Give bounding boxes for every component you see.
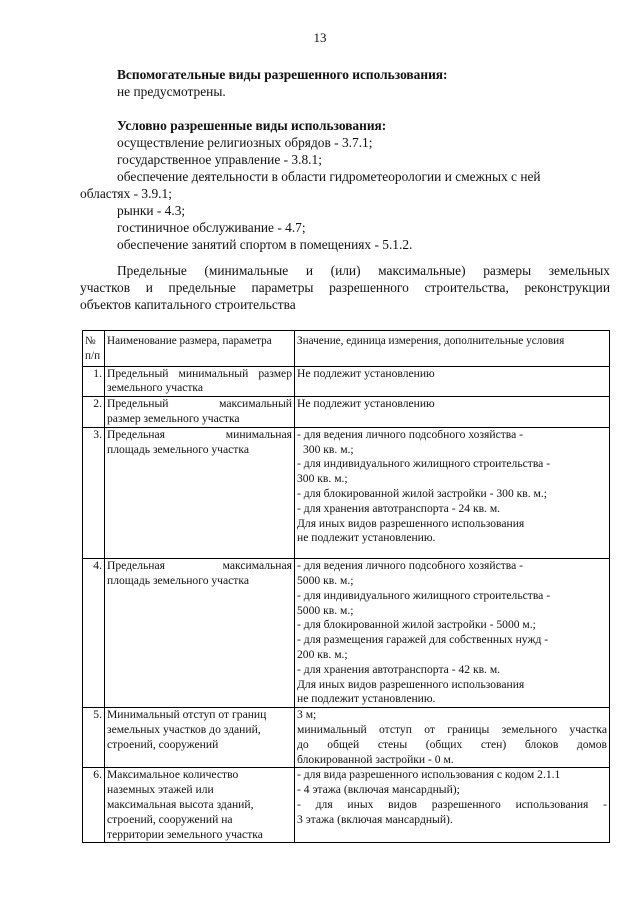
row-value-line: - для размещения гаражей для собственных нужд -	[297, 633, 549, 647]
row-value-line: - для хранения автотранспорта - 42 кв. м.	[297, 662, 501, 676]
conditional-item: гостиничное обслуживание - 4.7;	[117, 220, 306, 235]
row-value-line: 300 кв. м.;	[303, 442, 354, 456]
row-value-line: - для индивидуального жилищного строительства -	[297, 457, 551, 471]
row-number: 6.	[83, 768, 105, 843]
row-value-line: до общей стены (общих стен) блоков домов	[297, 737, 607, 751]
conditional-item: обеспечение деятельности в области гидрометеорологии и смежных с ней	[117, 169, 541, 184]
row-value	[295, 708, 610, 768]
row-name-line: максимальная высота зданий,	[107, 797, 254, 811]
row-value-line: 3 этажа (включая мансардный).	[297, 812, 453, 826]
row-value-line: - для ведения личного подсобного хозяйства -	[297, 559, 524, 573]
row-value-line: - для иных видов разрешенного использования -	[297, 797, 607, 811]
row-value-line: Не подлежит установлению	[297, 366, 435, 380]
header-number	[83, 331, 105, 367]
limits-line: объектов капитального строительства	[80, 297, 296, 312]
table-row	[83, 366, 610, 397]
auxiliary-heading: Вспомогательные виды разрешенного использования:	[117, 67, 448, 82]
row-name-line: земельных участков до зданий,	[107, 722, 261, 736]
table-row	[83, 427, 610, 558]
row-name	[105, 397, 295, 428]
row-name-line: Минимальный отступ от границ	[107, 708, 267, 722]
row-value-line: 300 кв. м.;	[297, 472, 348, 486]
row-number: 1.	[83, 366, 105, 397]
row-name-line: Предельный максимальный	[107, 397, 292, 411]
row-value	[295, 768, 610, 843]
row-value-line: - для блокированной жилой застройки - 5000 м.;	[297, 618, 536, 632]
row-name-line: строений, сооружений на	[107, 812, 233, 826]
row-value	[295, 427, 610, 558]
auxiliary-text: не предусмотрены.	[117, 84, 226, 99]
row-value	[295, 559, 610, 708]
row-value-line: - для блокированной жилой застройки - 300 кв. м.;	[297, 486, 547, 500]
page-number: 13	[313, 30, 327, 45]
row-name-line: Предельный минимальный размер	[107, 366, 292, 380]
row-name-line: Предельная максимальная	[107, 559, 292, 573]
conditional-item: осуществление религиозных обрядов - 3.7.1;	[117, 135, 373, 150]
table-row	[83, 708, 610, 768]
row-value	[295, 397, 610, 428]
limits-line: Предельные (минимальные и (или) максимальные) размеры земельных	[117, 263, 610, 278]
row-value-line: - для индивидуального жилищного строительства -	[297, 588, 551, 602]
row-number: 3.	[83, 427, 105, 558]
row-name-line: строений, сооружений	[107, 737, 219, 751]
row-name-line: Предельная минимальная	[107, 427, 292, 441]
conditional-item: рынки - 4.3;	[117, 203, 186, 218]
parameters-table	[82, 330, 610, 843]
row-value-line: Не подлежит установлению	[297, 397, 435, 411]
table-header-row	[83, 331, 610, 367]
row-name	[105, 559, 295, 708]
limits-line: участков и предельные параметры разрешенного строительства, реконструкции	[80, 280, 610, 295]
row-value	[295, 366, 610, 397]
row-name	[105, 366, 295, 397]
row-value-line: блокированной застройки - 0 м.	[297, 752, 454, 766]
row-name-line: территории земельного участка	[107, 827, 263, 841]
row-number: 4.	[83, 559, 105, 708]
row-name-line: площадь земельного участка	[107, 442, 249, 456]
row-name-line: Максимальное количество	[107, 768, 239, 782]
row-value-line: не подлежит установлению.	[297, 692, 436, 706]
header-name	[105, 331, 295, 367]
header-number-line: №	[85, 335, 96, 347]
row-value-line: - для хранения автотранспорта - 24 кв. м.	[297, 501, 501, 515]
table-row	[83, 768, 610, 843]
row-name-line: площадь земельного участка	[107, 573, 249, 587]
row-name-line: наземных этажей или	[107, 783, 214, 797]
row-value-line: - для вида разрешенного использования с кодом 2.1.1	[297, 768, 561, 782]
row-name-line: размер земельного участка	[107, 411, 240, 425]
row-value-line: 5000 кв. м.;	[297, 573, 354, 587]
conditional-heading: Условно разрешенные виды использования:	[117, 118, 387, 133]
conditional-item: государственное управление - 3.8.1;	[117, 152, 322, 167]
row-value-line: 5000 кв. м.;	[297, 603, 354, 617]
row-value-line: 200 кв. м.;	[297, 647, 348, 661]
row-value-line: 3 м;	[297, 708, 317, 722]
row-name	[105, 708, 295, 768]
row-value-line: не подлежит установлению.	[297, 531, 436, 545]
row-number: 5.	[83, 708, 105, 768]
table-row	[83, 397, 610, 428]
header-name-text: Наименование размера, параметра	[107, 335, 272, 347]
header-value	[295, 331, 610, 367]
row-value-line: минимальный отступ от границы земельного участка	[297, 722, 607, 736]
row-name	[105, 427, 295, 558]
row-value-line: Для иных видов разрешенного использования	[297, 516, 525, 530]
limits-paragraph	[80, 262, 610, 313]
row-name	[105, 768, 295, 843]
conditional-item-continuation: областях - 3.9.1;	[80, 186, 172, 201]
row-value-line: - для ведения личного подсобного хозяйства -	[297, 427, 524, 441]
row-value-line: Для иных видов разрешенного использования	[297, 677, 525, 691]
row-value-line: - 4 этажа (включая мансардный);	[297, 783, 460, 797]
header-value-text: Значение, единица измерения, дополнительные условия	[297, 335, 565, 347]
conditional-item: обеспечение занятий спортом в помещениях - 5.1.2.	[117, 237, 413, 252]
table-row	[83, 559, 610, 708]
row-name-line: земельного участка	[107, 381, 204, 395]
header-number-line: п/п	[85, 349, 101, 362]
row-number: 2.	[83, 397, 105, 428]
permitted-uses-section	[80, 66, 610, 253]
